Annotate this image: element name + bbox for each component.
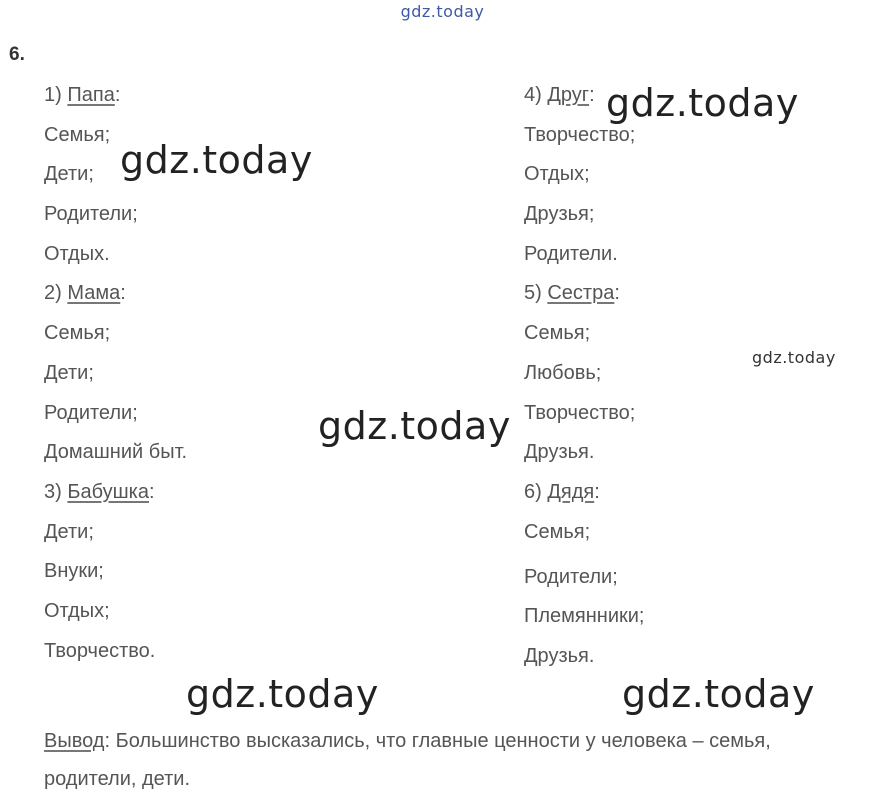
watermark: gdz.today bbox=[606, 81, 799, 125]
heading-suffix: : bbox=[148, 480, 155, 503]
right-column bbox=[524, 78, 645, 679]
list-heading bbox=[524, 475, 645, 515]
list-item: Отдых; bbox=[524, 163, 590, 186]
list-item: Друзья. bbox=[524, 441, 595, 464]
heading-number: 3) bbox=[44, 480, 62, 503]
list-item: Семья; bbox=[44, 123, 111, 146]
heading-label: Дядя bbox=[547, 480, 595, 503]
watermark: gdz.today bbox=[120, 138, 313, 182]
watermark: gdz.today bbox=[186, 672, 379, 716]
list-item: Семья; bbox=[44, 322, 111, 345]
list-item: Родители. bbox=[524, 242, 618, 265]
list-item: Друзья. bbox=[524, 644, 595, 667]
heading-suffix: : bbox=[594, 480, 600, 503]
list-heading bbox=[44, 276, 187, 316]
watermark: gdz.today bbox=[318, 404, 511, 448]
list-item: Творчество; bbox=[524, 123, 636, 146]
list-heading bbox=[524, 276, 645, 316]
list-item: Творчество. bbox=[44, 639, 156, 662]
conclusion-line-1 bbox=[44, 722, 884, 760]
conclusion-line-2: родители, дети. bbox=[44, 768, 191, 790]
conclusion bbox=[44, 722, 884, 798]
heading-label: Бабушка bbox=[67, 480, 149, 503]
header-watermark: gdz.today bbox=[400, 2, 485, 21]
list-heading bbox=[44, 78, 187, 118]
list-item: Семья; bbox=[524, 322, 591, 345]
list-item: Дети; bbox=[44, 163, 94, 186]
watermark: gdz.today bbox=[752, 348, 836, 367]
watermark: gdz.today bbox=[622, 672, 815, 716]
list-item: Родители; bbox=[524, 565, 618, 588]
heading-label: Сестра bbox=[547, 282, 615, 305]
list-item: Племянники; bbox=[524, 605, 645, 628]
list-item: Семья; bbox=[524, 520, 591, 543]
list-item: Любовь; bbox=[524, 361, 602, 384]
heading-suffix: : bbox=[589, 84, 595, 106]
list-item: Домашний быт. bbox=[44, 441, 188, 464]
list-item: Родители; bbox=[44, 203, 138, 226]
list-item: Отдых; bbox=[44, 599, 110, 622]
list-item: Внуки; bbox=[44, 560, 104, 583]
heading-suffix: : bbox=[114, 84, 121, 106]
heading-number: 6) bbox=[524, 480, 542, 503]
list-item: Отдых. bbox=[44, 242, 110, 265]
heading-number: 2) bbox=[44, 282, 62, 305]
list-item: Творчество; bbox=[524, 401, 636, 424]
heading-number: 4) bbox=[524, 84, 542, 106]
conclusion-label: Вывод bbox=[44, 730, 105, 752]
conclusion-text-1: : Большинство высказались, что главные ценности у человека – семья, bbox=[104, 730, 771, 752]
heading-label: Мама bbox=[67, 282, 121, 305]
heading-suffix: : bbox=[120, 282, 126, 305]
list-heading bbox=[44, 475, 187, 515]
list-item: Друзья; bbox=[524, 203, 595, 226]
task-number: 6. bbox=[9, 44, 25, 65]
heading-label: Папа bbox=[67, 84, 115, 106]
list-item: Дети; bbox=[44, 361, 94, 384]
list-item: Родители; bbox=[44, 401, 138, 424]
heading-number: 5) bbox=[524, 282, 542, 305]
heading-number: 1) bbox=[44, 84, 62, 106]
list-item: Дети; bbox=[44, 520, 94, 543]
heading-suffix: : bbox=[614, 282, 620, 305]
heading-label: Друг bbox=[547, 84, 590, 106]
